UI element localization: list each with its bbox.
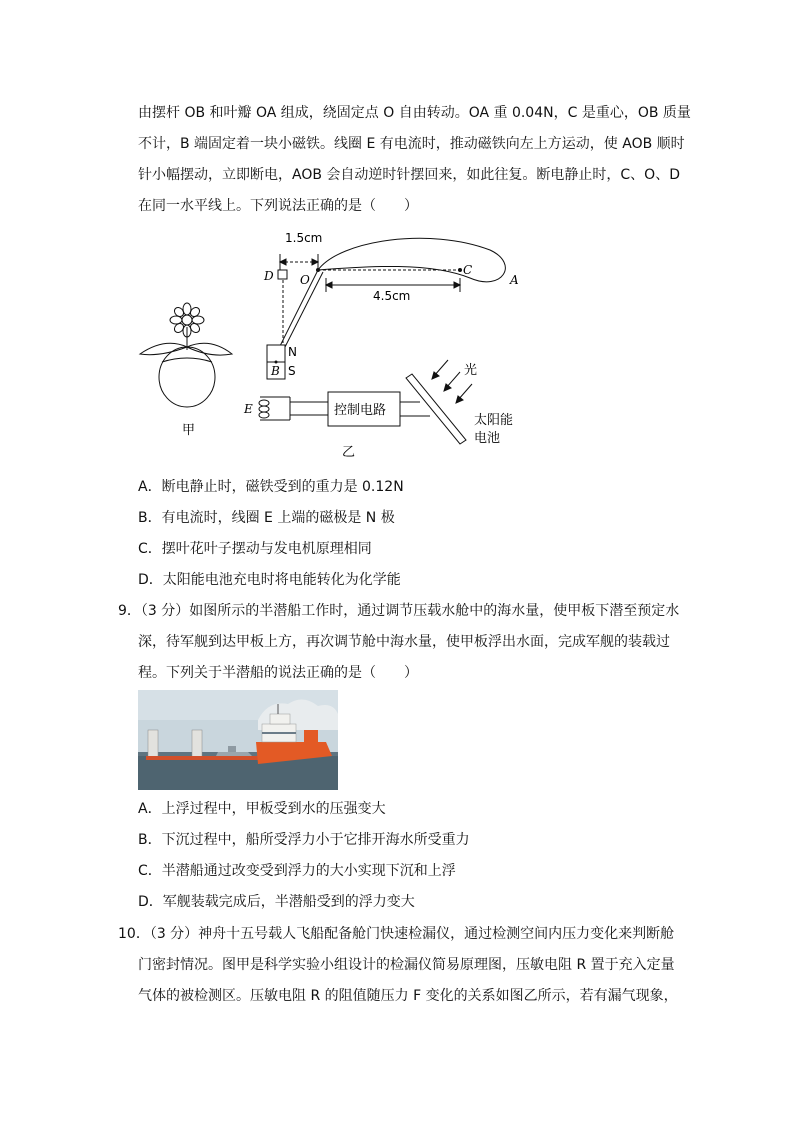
- q9-stem-line: 程。下列关于半潜船的说法正确的是（ ）: [138, 665, 418, 681]
- caption-yi: 乙: [342, 445, 356, 460]
- q8-option-a: A．断电静止时，磁铁受到的重力是 0.12N: [138, 479, 404, 495]
- point-c: [458, 268, 462, 272]
- q8-stem-line: 由摆杆 OB 和叶瓣 OA 组成，绕固定点 O 自由转动。OA 重 0.04N，C 是重心，OB 质量: [138, 105, 691, 121]
- light-label: 光: [464, 363, 478, 378]
- caption-jia: 甲: [182, 423, 196, 438]
- label-4-5cm: 4.5cm: [373, 289, 411, 303]
- leaf-oa: [318, 238, 505, 282]
- dim-1-5cm: [280, 254, 318, 270]
- solar-label-2: 电池: [474, 431, 501, 446]
- flower-pot-drawing: [140, 303, 232, 407]
- label-d: D: [264, 269, 274, 283]
- rod-ob-1: [280, 270, 318, 346]
- coil-e: [259, 397, 328, 420]
- label-a: A: [510, 273, 519, 287]
- label-1-5cm: 1.5cm: [285, 231, 323, 245]
- label-n: N: [288, 345, 297, 359]
- q9-option-a: A．上浮过程中，甲板受到水的压强变大: [138, 801, 386, 817]
- q8-option-c: C．摆叶花叶子摆动与发电机原理相同: [138, 541, 372, 557]
- q9-option-b: B．下沉过程中，船所受浮力小于它排开海水所受重力: [138, 832, 470, 848]
- label-b: B: [271, 364, 280, 378]
- q8-stem-line: 针小幅摆动，立即断电，AOB 会自动逆时针摆回来，如此往复。断电静止时，C、O、D: [138, 167, 680, 183]
- semi-submersible-ship-photo: [138, 690, 338, 790]
- label-e: E: [244, 402, 253, 416]
- solar-label-1: 太阳能: [474, 413, 514, 428]
- q9-stem-line: 深，待军舰到达甲板上方，再次调节舱中海水量，使甲板浮出水面，完成军舰的装载过: [138, 634, 670, 650]
- q8-stem-line: 在同一水平线上。下列说法正确的是（ ）: [138, 198, 418, 214]
- q8-option-d: D．太阳能电池充电时将电能转化为化学能: [138, 572, 401, 588]
- q10-stem-line: 10．（3 分）神舟十五号载人飞船配备舱门快速检漏仪，通过检测空间内压力变化来判断舱: [118, 926, 675, 942]
- label-s: S: [288, 364, 296, 378]
- q8-figure: [130, 222, 550, 472]
- q10-stem-line: 门密封情况。图甲是科学实验小组设计的检漏仪简易原理图，压敏电阻 R 置于充入定量: [138, 957, 675, 973]
- solar-panel: [406, 374, 466, 444]
- q9-stem-line: 9．（3 分）如图所示的半潜船工作时，通过调节压载水舱中的海水量，使甲板下潜至预定水: [118, 603, 680, 619]
- q9-option-c: C．半潜船通过改变受到浮力的大小实现下沉和上浮: [138, 863, 456, 879]
- q9-option-d: D．军舰装载完成后，半潜船受到的浮力变大: [138, 894, 415, 910]
- q10-stem-line: 气体的被检测区。压敏电阻 R 的阻值随压力 F 变化的关系如图乙所示，若有漏气现象，: [138, 988, 678, 1004]
- label-o: O: [300, 273, 310, 287]
- control-circuit-label: 控制电路: [334, 403, 387, 418]
- q8-option-b: B．有电流时，线圈 E 上端的磁极是 N 极: [138, 510, 395, 526]
- label-c: C: [463, 263, 473, 277]
- point-d-box: [278, 270, 287, 279]
- q8-stem-line: 不计，B 端固定着一块小磁铁。线圈 E 有电流时，推动磁铁向左上方运动，使 AOB 顺时: [138, 136, 685, 152]
